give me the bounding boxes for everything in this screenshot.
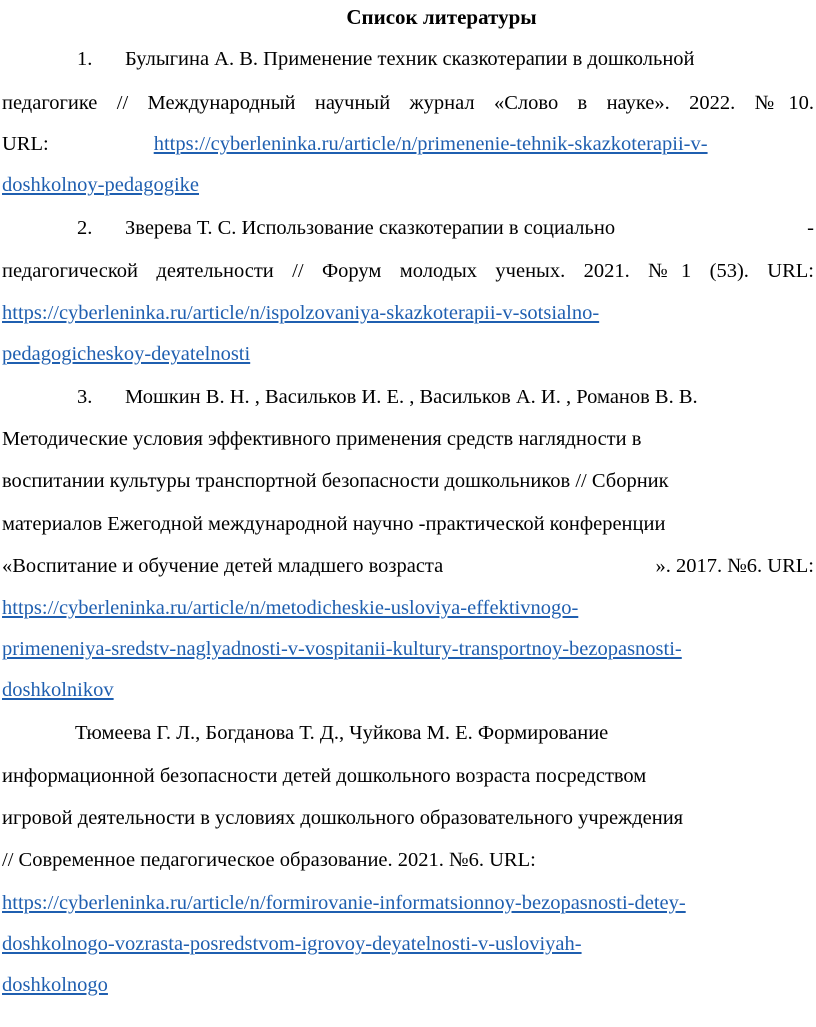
entry-3-url-line-1 bbox=[2, 595, 814, 621]
entry-2-url-link[interactable]: https://cyberleninka.ru/article/n/ispolzovaniya-skazkoterapii-v-sotsialno- bbox=[2, 302, 600, 324]
entry-3-line-3: воспитании культуры транспортной безопасности дошкольников // Сборник bbox=[2, 470, 669, 492]
entry-3-url-line-2 bbox=[2, 636, 814, 662]
entry-4-line-3: игровой деятельности в условиях дошкольного образовательного учреждения bbox=[2, 807, 684, 829]
entry-2-url-link-cont[interactable]: pedagogicheskoy-deyatelnosti bbox=[2, 343, 251, 365]
entry-1-line-2: педагогике // Международный научный журнал «Слово в науке». 2022. №10. bbox=[2, 92, 814, 114]
entry-3-url-link-end[interactable]: doshkolnikov bbox=[2, 679, 114, 701]
entry-4-url-link[interactable]: https://cyberleninka.ru/article/n/formirovanie-informatsionnoy-bezopasnosti-detey- bbox=[2, 892, 686, 914]
entry-1-number: 1. bbox=[77, 48, 93, 70]
entry-4-url-line-3 bbox=[2, 972, 814, 998]
entry-4-line-2: информационной безопасности детей дошкольного возраста посредством bbox=[2, 765, 647, 787]
entry-4-line-1: Тюмеева Г. Л., Богданова Т. Д., Чуйкова М. Е. Формирование bbox=[75, 722, 609, 744]
entry-3-url-link[interactable]: https://cyberleninka.ru/article/n/metodicheskie-usloviya-effektivnogo- bbox=[2, 597, 579, 619]
entry-2-url-line-1 bbox=[2, 300, 814, 326]
entry-1-line-3: URL: https://cyberleninka.ru/article/n/primenenie-tehnik-skazkoterapii-v- bbox=[2, 133, 708, 155]
entry-4-url-link-cont[interactable]: doshkolnogo-vozrasta-posredstvom-igrovoy-deyatelnosti-v-usloviyah- bbox=[2, 933, 582, 955]
entry-3-line-1: 3. Мошкин В. Н. , Васильков И. Е. , Васильков А. И. , Романов В. В. bbox=[77, 386, 698, 408]
entry-2-number: 2. bbox=[77, 217, 93, 239]
entry-4-line-4: // Современное педагогическое образование. 2021. №6. URL: bbox=[2, 849, 536, 871]
entry-3-url-link-cont[interactable]: primeneniya-sredstv-naglyadnosti-v-vospitanii-kultury-transportnoy-bezopasnosti- bbox=[2, 638, 682, 660]
entry-2-url-line-2 bbox=[2, 341, 814, 367]
entry-1-url-link-cont[interactable]: doshkolnoy-pedagogike bbox=[2, 174, 199, 196]
entry-1-url-continuation bbox=[2, 172, 814, 198]
entry-4-url-link-end[interactable]: doshkolnogo bbox=[2, 974, 108, 996]
entry-3-line-5: «Воспитание и обучение детей младшего возраста ». 2017. №6. URL: bbox=[2, 555, 814, 577]
entry-3-url-line-3 bbox=[2, 677, 814, 703]
entry-3-line-2: Методические условия эффективного применения средств наглядности в bbox=[2, 428, 642, 450]
entry-2-line-2: педагогической деятельности // Форум молодых ученых. 2021. №1 (53). URL: bbox=[2, 260, 814, 282]
entry-4-url-line-2 bbox=[2, 931, 814, 957]
page-title: Список литературы bbox=[346, 5, 537, 29]
entry-1-url-link[interactable]: https://cyberleninka.ru/article/n/primenenie-tehnik-skazkoterapii-v- bbox=[153, 133, 708, 155]
entry-1-line-1: 1. Булыгина А. В. Применение техник сказкотерапии в дошкольной bbox=[77, 48, 695, 70]
entry-4-url-line-1 bbox=[2, 890, 814, 916]
entry-3-number: 3. bbox=[77, 386, 93, 408]
entry-2-line-1: 2. Зверева Т. С. Использование сказкотерапии в социально - bbox=[77, 217, 814, 239]
entry-3-line-4: материалов Ежегодной международной научно -практической конференции bbox=[2, 513, 666, 535]
